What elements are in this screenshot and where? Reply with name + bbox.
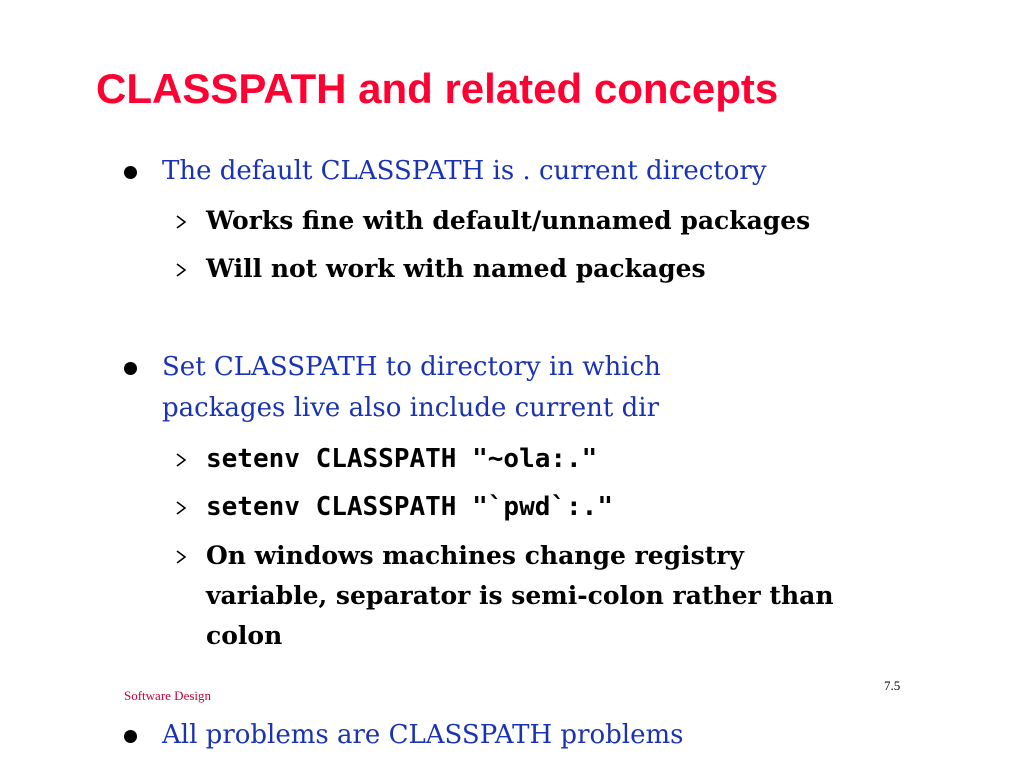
bullet-2-sub-2-line-1: setenv CLASSPATH "`pwd`:." — [206, 492, 613, 522]
bullet-3-text — [162, 715, 684, 756]
bullet-2-sub-1-line-1: setenv CLASSPATH "~ola:." — [206, 444, 598, 474]
bullet-1-sub-2-line-1: Will not work with named packages — [206, 254, 706, 283]
bullet-2-sub-3-line-2: variable, separator is semi-colon rather than — [206, 581, 834, 610]
bullet-dot — [124, 362, 137, 375]
page-number: 7.5 — [884, 678, 901, 693]
bullet-1-sub-2 — [206, 249, 706, 289]
bullet-1-sub-1 — [206, 201, 810, 241]
chevron-right-icon — [173, 262, 189, 278]
bullet-2-sub-3-line-1: On windows machines change registry — [206, 541, 744, 570]
bullet-dot — [124, 166, 137, 179]
chevron-right-icon — [173, 214, 189, 230]
bullet-3-line-1: All problems are CLASSPATH problems — [162, 720, 684, 750]
bullet-2-text — [162, 347, 661, 429]
bullet-2-line-2: packages live also include current dir — [162, 393, 660, 423]
bullet-2-sub-3 — [206, 536, 834, 656]
bullet-dot — [124, 730, 137, 743]
chevron-right-icon — [173, 452, 189, 468]
bullet-2-sub-3-line-3: colon — [206, 621, 283, 650]
bullet-1-text — [162, 151, 767, 192]
slide-title: CLASSPATH and related concepts — [96, 65, 779, 112]
footer-course-title: Software Design — [124, 688, 212, 703]
bullet-1-sub-1-line-1: Works fine with default/unnamed packages — [206, 206, 811, 235]
chevron-right-icon — [173, 500, 189, 516]
bullet-1-line-1: The default CLASSPATH is . current directory — [162, 156, 767, 186]
bullet-2-sub-1 — [206, 439, 597, 479]
bullet-2-line-1: Set CLASSPATH to directory in which — [162, 352, 661, 382]
bullet-2-sub-2 — [206, 487, 613, 527]
chevron-right-icon — [173, 549, 189, 565]
